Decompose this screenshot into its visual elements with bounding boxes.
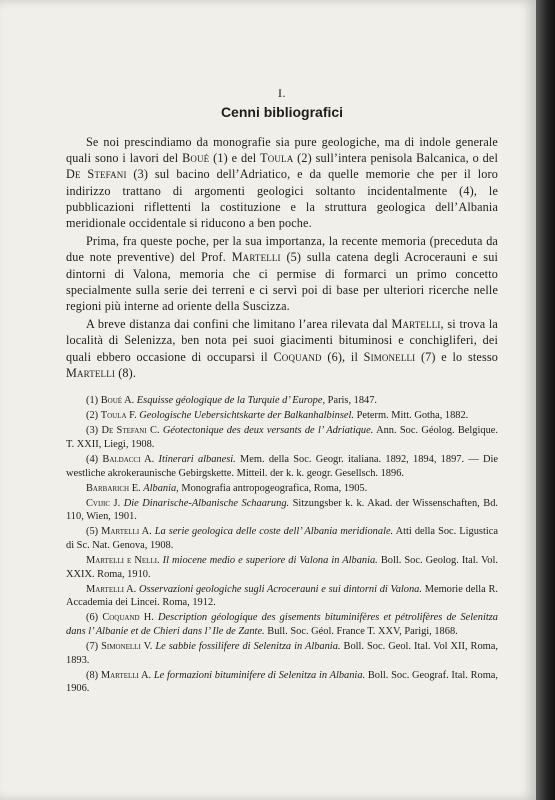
footnote-title: Esquisse géologique de la Turquie d’ Europe,: [136, 395, 326, 407]
section-title: Cenni bibliografici: [220, 104, 344, 120]
footnote-title: Osservazioni geologiche sugli Acrocerauni e sui dintorni di Valona.: [138, 583, 422, 595]
footnote-number: (8): [86, 669, 99, 681]
section-number: I.: [278, 86, 286, 100]
footnote-details: Paris, 1847.: [327, 395, 378, 407]
footnote-details: Ann. Soc. Géolog. Belgique. T. XXII, Liegi, 1908.: [66, 425, 498, 450]
author-name: Martelli: [66, 365, 115, 380]
text-run: (1) e del: [209, 151, 261, 166]
footnote-details: Bull. Soc. Géol. France T. XXV, Parigi, 1868.: [267, 626, 458, 638]
footnote-details: Boll. Soc. Geol. Ital. Vol XII, Roma, 1893.: [66, 641, 498, 666]
footnote-title: Albania,: [143, 482, 179, 494]
footnote: [66, 482, 498, 496]
footnote: [66, 497, 498, 524]
footnote: [66, 611, 498, 638]
footnote: [66, 424, 498, 451]
footnote-title: Geologische Uebersichtskarte der Balkanhalbinsel.: [139, 410, 354, 422]
footnote-title: Le sabbie fossilifere di Selenitza in Albania.: [155, 641, 341, 653]
footnote-author: De Stefani C.: [101, 425, 160, 437]
footnote: [66, 554, 498, 581]
footnote-details: Peterm. Mitt. Gotha, 1882.: [356, 410, 469, 422]
footnote-title: Géotectonique des deux versants de l’ Adriatique.: [162, 425, 374, 437]
author-name: De Stefani: [66, 167, 127, 182]
text-run: , si trova la località di Selenizza, ben nota pei suoi giacimenti bituminosi e conchigliferi, dei quali ebbero occasione di occuparsi il: [66, 317, 498, 364]
footnote-details: Boll. Soc. Geograf. Ital. Roma, 1906.: [66, 669, 499, 695]
text-run: Prima, fra queste poche, per la sua importanza, la recente memoria (preceduta da due note preventive) del Prof.: [66, 234, 498, 265]
footnote-author: Martelli A.: [100, 669, 152, 681]
footnote-title: Le formazioni bituminifere di Selenitza in Albania.: [153, 669, 366, 681]
paragraph-2: [66, 233, 498, 314]
footnote-title: Die Dinarische-Albanische Schaarung.: [123, 497, 290, 509]
footnote-number: (3): [86, 425, 99, 437]
author-name: Martelli: [231, 250, 281, 265]
footnote-title: Itinerari albanesi.: [158, 453, 236, 465]
footnote: [66, 525, 498, 552]
text-run: (3) sul bacino dell’Adriatico, e da quelle memorie che per il loro indirizzo trattano di argomenti geologici soltanto incidentalmente (4), le pubblicazioni riflettenti la costituzione e la struttura geologica dell’Albania meridionale occidentale si riducono a ben poche.: [66, 167, 499, 231]
text-run: (6), il: [321, 349, 364, 364]
footnote-author: Cvijic J.: [86, 497, 121, 509]
text-run: (5) sulla catena degli Acrocerauni e sui dintorni di Valona, memoria che ci permise di formarci un primo concetto specialmente sulla serie dei terreni e ci servì poi di base per ulteriori ricerche nelle regioni più interne ad oriente della Suscizza.: [66, 250, 498, 314]
footnotes: [66, 394, 498, 696]
footnote-details: Monografia antropogeografica, Roma, 1905.: [181, 482, 368, 494]
footnote-author: Martelli e Nelli.: [86, 555, 160, 567]
footnote: [66, 640, 498, 667]
footnote: [66, 453, 498, 480]
author-name: Toula: [260, 151, 294, 166]
footnote-author: Coquand H.: [102, 612, 154, 624]
text-run: A breve distanza dai confini che limitano l’area rilevata dal: [86, 317, 392, 332]
footnote-author: Barbarich E.: [86, 482, 141, 494]
text-run: (8).: [115, 365, 137, 380]
footnote-author: Boué A.: [100, 395, 135, 407]
footnote-author: Simonelli V.: [101, 641, 153, 653]
text-run: (2) sull’intera penisola Balcanica, o del: [293, 151, 498, 166]
footnote: [66, 583, 498, 610]
footnote-number: (7): [86, 641, 99, 653]
footnote-number: (5): [86, 526, 99, 538]
text-run: (7) e lo stesso: [415, 349, 498, 364]
footnote-title: La serie geologica delle coste dell’ Albania meridionale.: [154, 526, 394, 538]
book-edge-shadow: [536, 0, 555, 800]
footnote-details: Boll. Soc. Geolog. Ital. Vol. XXIX. Roma, 1910.: [66, 555, 498, 580]
footnote-number: (2): [86, 410, 99, 422]
footnote-details: Memorie della R. Accademia dei Lincei. Roma, 1912.: [66, 583, 498, 609]
footnote-details: Atti della Soc. Ligustica di Sc. Nat. Genova, 1908.: [66, 526, 498, 551]
footnote-number: (6): [86, 612, 99, 624]
author-name: Simonelli: [363, 349, 416, 364]
footnote-number: (4): [86, 453, 99, 465]
paragraph-3: [66, 316, 498, 381]
footnote-title: Il miocene medio e superiore di Valona in Albania.: [162, 555, 378, 567]
author-name: Coquand: [273, 349, 322, 364]
footnote-author: Martelli A.: [86, 583, 137, 595]
author-name: Boué: [182, 151, 210, 166]
author-name: Martelli: [391, 317, 441, 332]
footnote: [66, 409, 498, 423]
footnote-details: Sitzungsber k. k. Akad. der Wissenschaften, Bd. 110, Wien, 1901.: [66, 497, 498, 523]
text-run: Se noi prescindiamo da monografie sia pure geologiche, ma di indole generale quali sono i lavori del: [66, 135, 498, 166]
footnote-number: (1): [86, 395, 99, 407]
footnote-author: Toula F.: [100, 410, 137, 422]
footnote: [66, 394, 498, 408]
paragraph-1: [66, 134, 498, 231]
footnote: [66, 669, 498, 696]
footnote-details: Mem. della Soc. Geogr. italiana. 1892, 1894, 1897. — Die westliche akrokeraunische Gebirgskette. Mitteil. der k. k. geogr. Gesellsch. 1896.: [66, 453, 498, 479]
footnote-title: Description géologique des gisements bituminifères et pétrolifères de Selenitza dans l’ Albanie et de Chieri dans l’ Ile de Zante.: [66, 612, 498, 638]
footnote-author: Martelli A.: [101, 526, 152, 538]
footnote-author: Baldacci A.: [102, 453, 155, 465]
page-content: [66, 86, 498, 698]
